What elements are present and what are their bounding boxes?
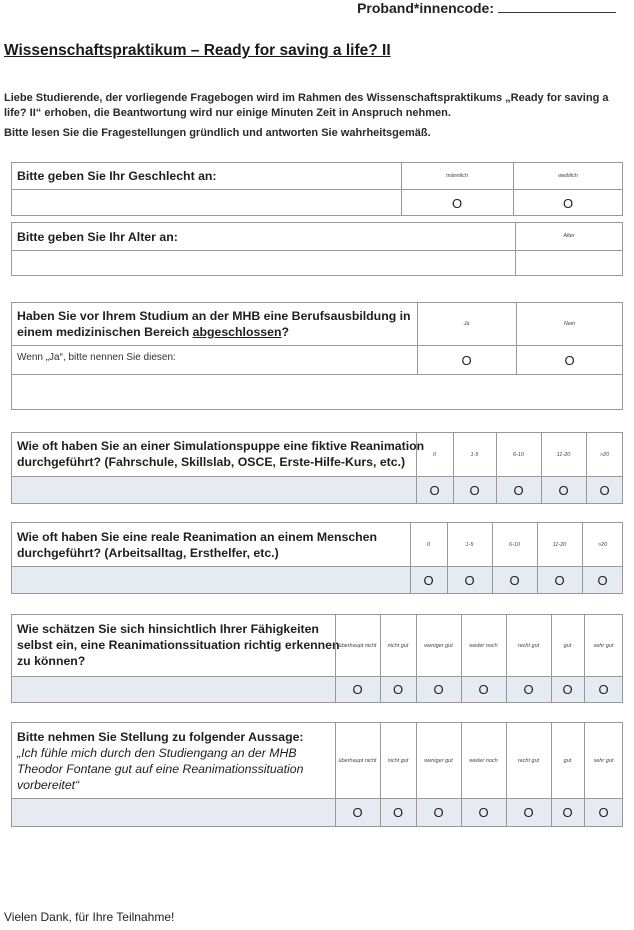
radio-option[interactable]: O: [597, 572, 608, 588]
option-label: nicht gut: [387, 757, 409, 764]
option-label-no: Nein: [563, 320, 576, 327]
radio-option[interactable]: O: [509, 572, 520, 588]
divider: [11, 374, 623, 375]
radio-option[interactable]: O: [554, 572, 565, 588]
divider: [11, 250, 623, 251]
training-question-line-2-c: ?: [281, 325, 290, 339]
radio-option[interactable]: O: [469, 482, 480, 498]
radio-option[interactable]: O: [429, 482, 440, 498]
option-label: 11-20: [552, 541, 567, 548]
radio-option[interactable]: O: [558, 482, 569, 498]
option-label: 6-10: [508, 541, 520, 548]
self-assessment-line-3: zu können?: [17, 654, 86, 668]
option-label-male: männlich: [445, 172, 468, 179]
statement-line-2: „Ich fühle mich durch den Studiengang an der MHB: [17, 746, 297, 760]
radio-option[interactable]: O: [352, 805, 363, 820]
option-label-age: Alter: [563, 233, 575, 239]
option-label: 1-5: [470, 451, 479, 458]
radio-option[interactable]: O: [523, 805, 534, 820]
radio-male[interactable]: O: [451, 195, 463, 211]
intro-paragraph: [4, 91, 624, 121]
radio-option[interactable]: O: [523, 682, 534, 697]
simulation-question-line-1: Wie oft haben Sie an einer Simulationspuppe eine fiktive Reanimation: [17, 439, 425, 453]
radio-option[interactable]: O: [464, 572, 475, 588]
option-label: 11-20: [556, 451, 571, 458]
option-label: nicht gut: [387, 642, 409, 649]
radio-no[interactable]: O: [564, 352, 575, 368]
page-title: Wissenschaftspraktikum – Ready for saving a life? II: [4, 42, 391, 59]
radio-option[interactable]: O: [599, 482, 610, 498]
radio-option[interactable]: O: [392, 805, 404, 820]
training-question-underlined: abgeschlossen: [192, 325, 282, 339]
option-label-yes: Ja: [463, 320, 470, 327]
radio-option[interactable]: O: [478, 805, 489, 820]
statement-line-1: Bitte nehmen Sie Stellung zu folgender Aussage:: [17, 730, 304, 744]
thank-you-text: Vielen Dank, für Ihre Teilnahme!: [4, 910, 175, 924]
real-question-line-2: durchgeführt? (Arbeitsalltag, Ersthelfer, etc.): [17, 546, 279, 560]
self-assessment-question-text: [17, 621, 340, 669]
instruction-text: Bitte lesen Sie die Fragestellungen gründlich und antworten Sie wahrheitsgemäß.: [4, 127, 431, 139]
radio-option[interactable]: O: [478, 682, 489, 697]
participant-code-text: Proband*innencode:: [357, 0, 494, 16]
radio-option[interactable]: O: [433, 805, 444, 820]
option-label: weniger gut: [424, 642, 453, 649]
option-label: 1-5: [465, 541, 474, 548]
statement-question-text: [17, 729, 304, 793]
age-input-field[interactable]: [13, 252, 513, 274]
statement-line-4: vorbereitet“: [17, 778, 80, 792]
option-label: recht gut: [517, 757, 540, 764]
radio-option[interactable]: O: [598, 682, 609, 697]
option-label: 0: [426, 541, 431, 548]
option-label: überhaupt nicht: [338, 757, 377, 764]
radio-option[interactable]: O: [598, 805, 609, 820]
option-label: recht gut: [517, 642, 540, 649]
intro-line-2: life? II“ erhoben, die Beantwortung wird nur einige Minuten Zeit in Anspruch nehmen.: [4, 107, 451, 119]
option-label-female: weiblich: [558, 172, 578, 179]
training-question-line-2-a: einem medizinischen Bereich: [17, 325, 193, 339]
radio-option[interactable]: O: [562, 682, 573, 697]
option-label: >20: [599, 451, 610, 458]
option-label: gut: [563, 757, 572, 764]
training-question-text: [17, 308, 411, 340]
gender-question-text: Bitte geben Sie Ihr Geschlecht an:: [17, 169, 217, 183]
real-question-text: [17, 529, 377, 561]
radio-yes[interactable]: O: [461, 352, 472, 368]
age-question-text: Bitte geben Sie Ihr Alter an:: [17, 230, 178, 244]
self-assessment-line-2: selbst ein, eine Reanimationssituation richtig erkennen: [17, 638, 340, 652]
option-label: sehr gut: [593, 642, 614, 649]
option-label: sehr gut: [593, 757, 614, 764]
training-answer-field[interactable]: [13, 376, 621, 408]
option-label: 6-10: [512, 451, 524, 458]
radio-option[interactable]: O: [433, 682, 444, 697]
option-label: weniger gut: [424, 757, 453, 764]
radio-option[interactable]: O: [562, 805, 573, 820]
training-question-line-2: [17, 324, 411, 340]
simulation-question-text: [17, 438, 424, 470]
training-question-line-1: Haben Sie vor Ihrem Studium an der MHB eine Berufsausbildung in: [17, 309, 411, 323]
simulation-question-line-2: durchgeführt? (Fahrschule, Skillslab, OSCE, Erste-Hilfe-Kurs, etc.): [17, 455, 406, 469]
real-question-line-1: Wie oft haben Sie eine reale Reanimation an einem Menschen: [17, 530, 378, 544]
option-label: überhaupt nicht: [338, 642, 377, 649]
option-label: weder noch: [469, 642, 498, 649]
statement-line-3: Theodor Fontane gut auf eine Reanimationssituation: [17, 762, 304, 776]
option-label: weder noch: [469, 757, 498, 764]
training-subquestion-text: Wenn „Ja“, bitte nennen Sie diesen:: [17, 352, 176, 363]
option-label: 0: [432, 451, 437, 458]
radio-female[interactable]: O: [562, 195, 574, 211]
radio-option[interactable]: O: [423, 572, 434, 588]
intro-line-1: Liebe Studierende, der vorliegende Fragebogen wird im Rahmen des Wissenschaftspraktikums „Ready for saving a: [4, 92, 609, 104]
radio-option[interactable]: O: [392, 682, 404, 697]
participant-code-field[interactable]: [498, 1, 616, 13]
radio-option[interactable]: O: [513, 482, 524, 498]
participant-code-label: [357, 0, 616, 16]
radio-option[interactable]: O: [352, 682, 363, 697]
option-label: >20: [597, 541, 608, 548]
self-assessment-line-1: Wie schätzen Sie sich hinsichtlich Ihrer Fähigkeiten: [17, 622, 319, 636]
option-label: gut: [563, 642, 572, 649]
